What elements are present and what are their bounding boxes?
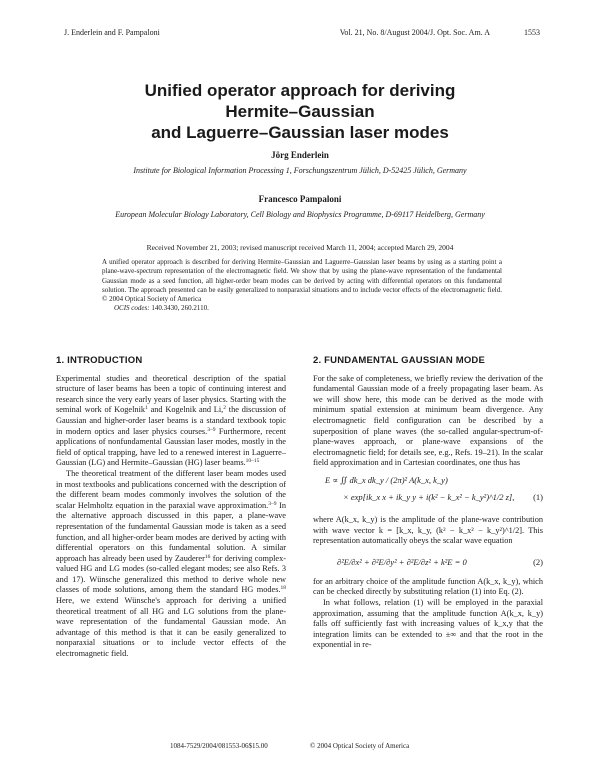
running-header xyxy=(64,28,540,40)
ref-2[interactable]: 2 xyxy=(223,405,226,412)
ref-10-15[interactable]: 10–15 xyxy=(245,458,260,465)
intro-paragraph-1: Experimental studies and theoretical description of the spatial structure of laser beams has been a topic of continuing interest and research since the very early years of laser physics. Starting with the seminal work of Kogelnik$^1$ and Kogelnik and Li,$^2$ the discussion of Gaussian and higher-order laser beams is a standard textbook topic in modern optics and laser physics courses.$^{3-9}$ Furthermore, recent applications of nonfundamental Gaussian laser modes, mostly in the field of optical trapping, have led to a renewed interest in Laguerre–Gaussian (LG) and Hermite–Gaussian (HG) laser beams.$^{10-15}$ xyxy=(56,373,286,468)
footer-issn: 1084-7529/2004/081553-06$15.00 xyxy=(170,742,268,750)
ref-3-9[interactable]: 3–9 xyxy=(207,426,216,433)
header-page-number: 1553 xyxy=(524,28,540,37)
equation-1-line-2: × exp[ik_x x + ik_y y + i(k² − k_x² − k_y²)^1/2 z], xyxy=(343,491,515,502)
equation-1 xyxy=(313,475,543,511)
equation-2-number: (2) xyxy=(533,556,543,567)
intro-paragraph-2: The theoretical treatment of the different laser beam modes used in most textbooks and publications concerned with the description of the different beam modes commonly involves the solution of the scalar Helmholtz equation in the paraxial wave approximation.$^{3-9}$ In the alternative approach discussed in this paper, a plane-wave representation of the fundamental Gaussian mode is taken as a seed function, and all higher-order beam modes are derived by acting with differential operators on this fundamental solution. A similar approach has already been used by Zauderer$^{16}$ for deriving complex-valued HG and LG modes (so-called elegant modes; see also Refs. 3 and 17). Wünsche generalized this method to derive whole new classes of mode solutions, among them the standard HG modes.$^{18}$ Here, we extend Wünsche's approach for deriving a unified theoretical treatment of all HG and LG solutions from the plane-wave representation of the fundamental Gaussian mode. An advantage of this method is that it can be easily generalized to nonparaxial situations or to include vector effects of the electromagnetic field. xyxy=(56,468,286,659)
abstract-text: A unified operator approach is described for deriving Hermite–Gaussian and Laguerre–Gaussian laser beams by using as a starting point a plane-wave-spectrum representation of the electromagnetic field. We show that by using the plane-wave representation of the fundamental Gaussian mode as a seed function, all higher-order beam modes can be derived by acting with differential operators on this fundamental solution. The approach presented can be easily generalized to nonparaxial situations and to include vector effects of the electromagnetic field. xyxy=(102,258,502,294)
ref-16[interactable]: 16 xyxy=(204,553,211,560)
author-2-name: Francesco Pampaloni xyxy=(258,194,342,204)
equation-1-line-1: E ∝ ∬ dk_x dk_y / (2π)² A(k_x, k_y) xyxy=(325,474,448,485)
paper-title xyxy=(60,80,540,143)
title-line-2: Hermite–Gaussian xyxy=(225,102,375,121)
header-authors: J. Enderlein and F. Pampaloni xyxy=(64,28,160,37)
header-citation: Vol. 21, No. 8/August 2004/J. Opt. Soc. Am. A xyxy=(339,28,490,37)
ocis-label: OCIS codes: xyxy=(114,304,150,313)
abstract xyxy=(102,258,502,314)
section-1-heading: 1. INTRODUCTION xyxy=(56,355,143,366)
received-dates: Received November 21, 2003; revised manuscript received March 11, 2004; accepted March 29, 2004 xyxy=(146,243,454,252)
gaussian-paragraph-3: for an arbitrary choice of the amplitude function A(k_x, k_y), which can be checked directly by substituting relation (1) into Eq. (2). xyxy=(313,576,543,597)
footer-copyright: © 2004 Optical Society of America xyxy=(310,742,410,750)
gaussian-paragraph-1: For the sake of completeness, we briefly review the derivation of the fundamental Gaussian mode of a freely propagating laser beam. As we will show here, this mode can be derived as the mode with minimum spatial extension at minimum beam divergence. Any electromagnetic field configuration can be described by a superposition of plane waves (the so-called angular-spectrum-of-plane-waves approach, or plane-wave expansions of the electromagnetic field; for details see, e.g., Refs. 19–21). In the scalar field approximation and in Cartesian coordinates, one thus has xyxy=(313,373,543,468)
gaussian-paragraph-4: In what follows, relation (1) will be employed in the paraxial approximation, assuming that the amplitude function A(k_x, k_y) falls off sufficiently fast with increasing values of k_x,y that the integration limits can be extended to ±∞ and that the root in the exponential in re- xyxy=(313,597,543,650)
ref-1[interactable]: 1 xyxy=(145,405,148,412)
title-line-3: and Laguerre–Gaussian laser modes xyxy=(151,123,449,142)
ref-18[interactable]: 18 xyxy=(280,585,286,592)
author-1-affiliation: Institute for Biological Information Processing 1, Forschungszentrum Jülich, D-52425 Jülich, Germany xyxy=(133,166,467,175)
ocis-codes xyxy=(114,304,502,313)
ref-3-9-b[interactable]: 3–9 xyxy=(268,500,277,507)
ocis-values: 140.3430, 260.2110. xyxy=(151,304,209,313)
column-right xyxy=(313,356,543,651)
author-1-name: Jörg Enderlein xyxy=(271,150,329,160)
equation-2-body: ∂²E/∂x² + ∂²E/∂y² + ∂²E/∂z² + k²E = 0 xyxy=(337,556,467,567)
section-2-heading: 2. FUNDAMENTAL GAUSSIAN MODE xyxy=(313,355,486,366)
title-line-1: Unified operator approach for deriving xyxy=(144,81,456,100)
equation-2 xyxy=(313,553,543,577)
column-left xyxy=(56,356,286,660)
author-2-affiliation: European Molecular Biology Laboratory, Cell Biology and Biophysics Programme, D-69117 Heidelberg, Germany xyxy=(115,210,485,219)
abstract-copyright: © 2004 Optical Society of America xyxy=(102,295,202,304)
equation-1-number: (1) xyxy=(533,491,543,502)
gaussian-paragraph-2: where A(k_x, k_y) is the amplitude of the plane-wave contribution with wave vector k = [k_x, k_y, (k² − k_x² − k_y²)^1/2]. This representation automatically obeys the scalar wave equation xyxy=(313,514,543,546)
